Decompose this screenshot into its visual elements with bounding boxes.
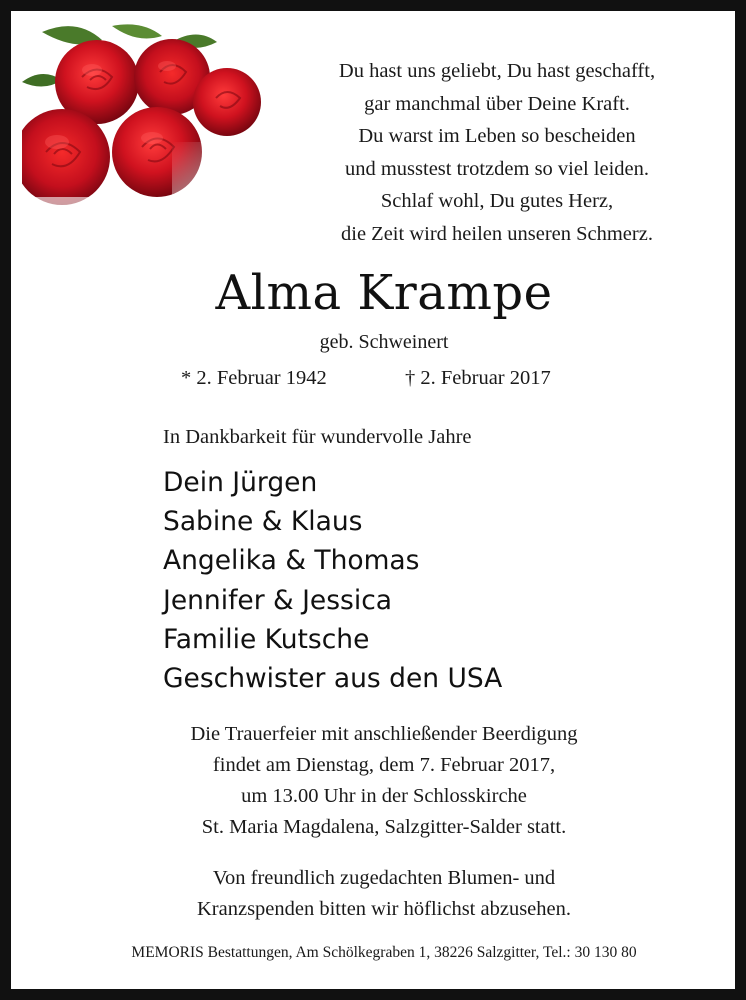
funeral-details-line: St. Maria Magdalena, Salzgitter-Salder statt. (201, 816, 567, 838)
mourners-list (163, 463, 502, 698)
deceased-name: Alma Krampe (215, 265, 553, 321)
funeral-details-line: um 13.00 Uhr in der Schlosskirche (241, 785, 527, 807)
flowers-note-line: Kranzspenden bitten wir höflichst abzusehen. (196, 898, 571, 920)
funeral-details (11, 719, 746, 843)
poem-line: gar manchmal über Deine Kraft. (364, 92, 630, 115)
poem-line: Schlaf wohl, Du gutes Herz, (380, 190, 614, 213)
birth-date: * 2. Februar 1942 (181, 367, 327, 389)
funeral-home-footer: MEMORIS Bestattungen, Am Schölkegraben 1, 38226 Salzgitter, Tel.: 30 130 80 (131, 944, 637, 961)
funeral-details-line: findet am Dienstag, dem 7. Februar 2017, (212, 754, 556, 776)
mourner-name: Familie Kutsche (163, 623, 370, 655)
mourner-name: Sabine & Klaus (163, 506, 363, 538)
poem-line: Du warst im Leben so bescheiden (358, 125, 636, 148)
mourner-name: Geschwister aus den USA (163, 663, 503, 695)
mourner-name: Dein Jürgen (163, 467, 318, 498)
birth-name: geb. Schweinert (319, 331, 449, 353)
flowers-note-line: Von freundlich zugedachten Blumen- und (212, 867, 556, 889)
mourner-name: Jennifer & Jessica (163, 584, 393, 616)
memorial-poem (261, 55, 733, 251)
funeral-details-line: Die Trauerfeier mit anschließender Beerdigung (190, 723, 578, 745)
poem-line: die Zeit wird heilen unseren Schmerz. (341, 222, 653, 245)
gratitude-line: In Dankbarkeit für wundervolle Jahre (163, 426, 472, 448)
poem-line: Du hast uns geliebt, Du hast geschafft, (338, 60, 656, 82)
poem-line: und musstest trotzdem so viel leiden. (344, 157, 650, 180)
mourner-name: Angelika & Thomas (163, 545, 420, 577)
red-roses-image (22, 22, 272, 212)
flowers-note (11, 863, 746, 925)
death-date: † 2. Februar 2017 (405, 367, 551, 389)
